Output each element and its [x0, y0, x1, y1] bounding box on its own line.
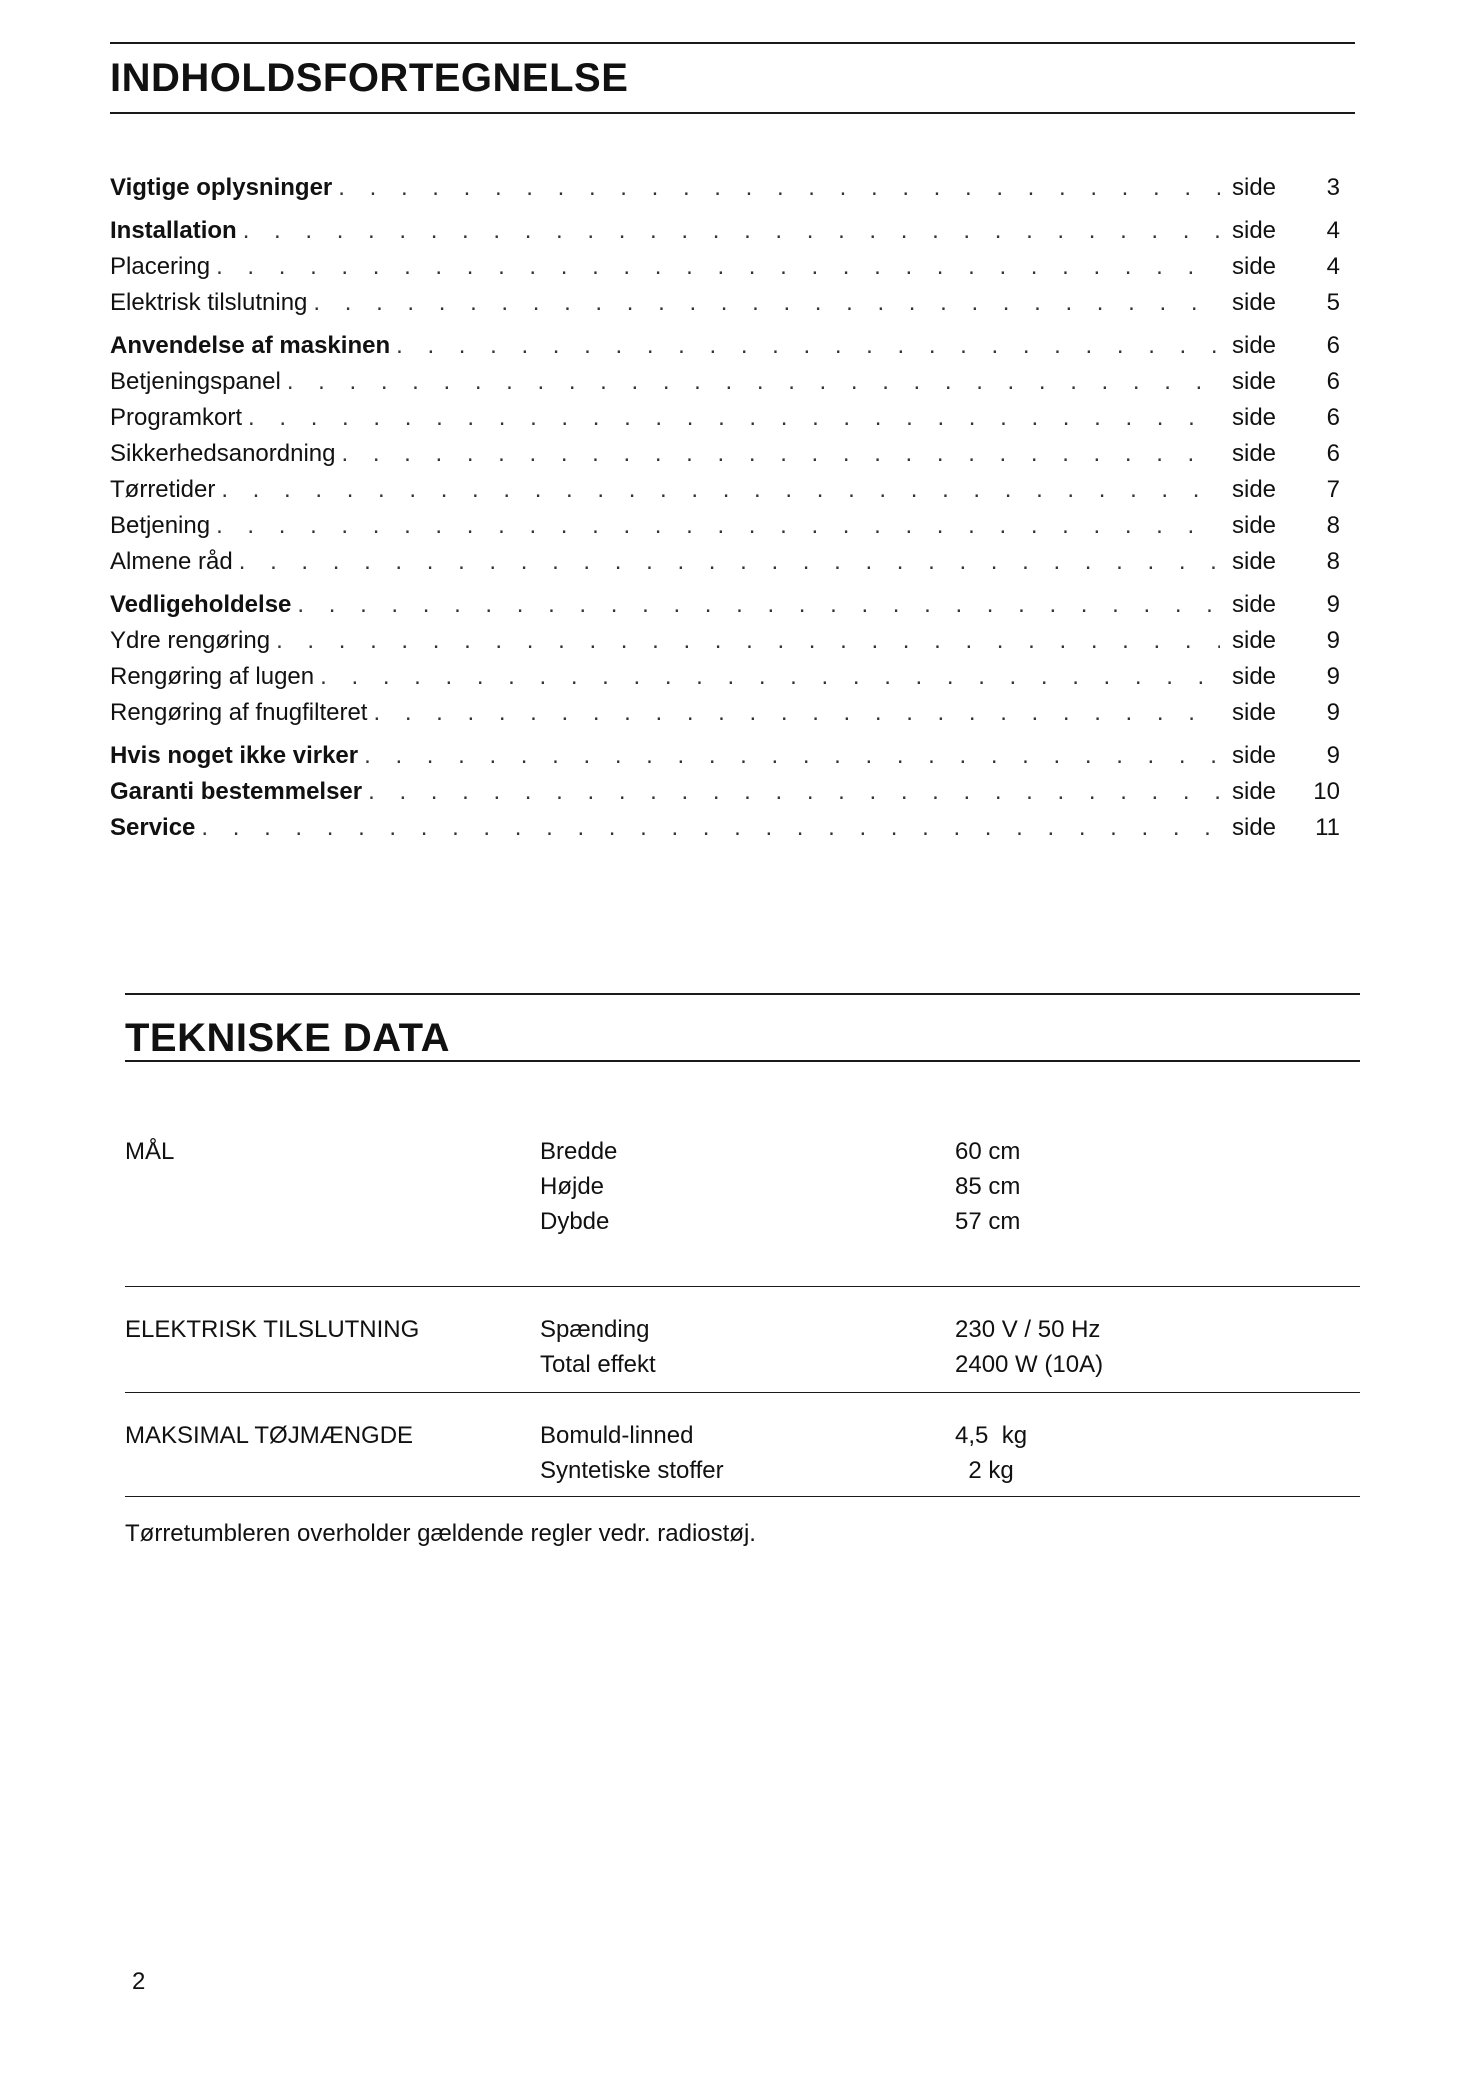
toc-entry-side-label: side: [1232, 404, 1277, 431]
toc-entry-side-label: side: [1232, 742, 1277, 769]
toc-entry-title: Elektrisk tilslutning: [110, 289, 308, 316]
toc-entry-title: Service: [110, 814, 196, 841]
toc-entry-title: Almene råd: [110, 548, 233, 575]
toc-entry-page: 9: [1326, 699, 1340, 726]
toc-entry-title: Vedligeholdelse: [110, 591, 292, 618]
toc-entry-side-label: side: [1232, 368, 1277, 395]
tech-heading: TEKNISKE DATA: [125, 1016, 451, 1060]
toc-entry-side-label: side: [1232, 332, 1277, 359]
spec-row: [125, 1204, 1335, 1239]
toc-entry-title: Anvendelse af maskinen: [110, 332, 391, 359]
spec-value: 57 cm: [955, 1208, 1021, 1235]
toc-entry-page: 6: [1326, 404, 1340, 431]
spec-label: Syntetiske stoffer: [540, 1457, 724, 1484]
toc-dot-leader: [216, 508, 1220, 544]
toc-entry-title: Sikkerhedsanordning: [110, 440, 336, 467]
spec-label: Dybde: [540, 1208, 610, 1235]
spec-category-spacer: [125, 1204, 540, 1239]
toc-entry: [110, 249, 1340, 285]
toc-dot-leader: [364, 738, 1220, 774]
toc-entry-page: 10: [1313, 778, 1340, 805]
toc-dot-leader: [297, 587, 1220, 623]
spec-label: Total effekt: [540, 1351, 656, 1378]
toc-entry: [110, 774, 1340, 810]
toc-entry-page: 9: [1326, 663, 1340, 690]
spec-value: 2400 W (10A): [955, 1351, 1104, 1378]
toc-entry-side-label: side: [1232, 814, 1277, 841]
toc-entry-page: 9: [1326, 742, 1340, 769]
toc-entry: [110, 364, 1340, 400]
toc-entry-page: 4: [1326, 253, 1340, 280]
toc-dot-leader: [221, 472, 1220, 508]
spec-value: 85 cm: [955, 1173, 1021, 1200]
toc-entry-title: Placering: [110, 253, 211, 280]
toc-entry: [110, 810, 1340, 846]
toc-entry: [110, 659, 1340, 695]
toc-entry-title: Vigtige oplysninger: [110, 174, 333, 201]
tech-bottom-rule: [125, 1060, 1360, 1062]
toc-entry-page: 6: [1326, 368, 1340, 395]
toc-entry-side-label: side: [1232, 174, 1277, 201]
toc-entry-title: Rengøring af lugen: [110, 663, 315, 690]
toc-entry-title: Hvis noget ikke virker: [110, 742, 359, 769]
toc-entry-page: 9: [1326, 591, 1340, 618]
toc-entry-side-label: side: [1232, 217, 1277, 244]
spec-row: [125, 1169, 1335, 1204]
toc-entry: [110, 623, 1340, 659]
toc-list: [110, 170, 1340, 846]
toc-entry-side-label: side: [1232, 548, 1277, 575]
toc-entry: [110, 508, 1340, 544]
toc-entry: [110, 436, 1340, 472]
toc-entry-page: 11: [1315, 814, 1340, 841]
toc-entry-title: Ydre rengøring: [110, 627, 271, 654]
toc-entry-side-label: side: [1232, 476, 1277, 503]
toc-entry-title: Installation: [110, 217, 237, 244]
toc-entry-title: Garanti bestemmelser: [110, 778, 363, 805]
toc-dot-leader: [373, 695, 1220, 731]
tech-top-rule: [125, 993, 1360, 995]
spec-row: [125, 1418, 1335, 1453]
spec-category: MÅL: [125, 1138, 175, 1165]
toc-entry-title: Betjeningspanel: [110, 368, 281, 395]
toc-entry-page: 5: [1326, 289, 1340, 316]
toc-entry-side-label: side: [1232, 253, 1277, 280]
spec-label: Bredde: [540, 1138, 618, 1165]
toc-entry: [110, 213, 1340, 249]
toc-entry-title: Betjening: [110, 512, 211, 539]
toc-dot-leader: [216, 249, 1220, 285]
toc-entry-side-label: side: [1232, 289, 1277, 316]
toc-dot-leader: [248, 400, 1220, 436]
toc-entry-page: 9: [1326, 627, 1340, 654]
toc-dot-leader: [243, 213, 1220, 249]
toc-entry: [110, 285, 1340, 321]
toc-dot-leader: [201, 810, 1220, 846]
spec-divider: [125, 1392, 1360, 1393]
toc-dot-leader: [320, 659, 1220, 695]
spec-category: MAKSIMAL TØJMÆNGDE: [125, 1422, 414, 1449]
toc-entry-side-label: side: [1232, 778, 1277, 805]
toc-entry-page: 6: [1326, 440, 1340, 467]
toc-entry-side-label: side: [1232, 627, 1277, 654]
toc-entry-side-label: side: [1232, 663, 1277, 690]
toc-entry-title: Rengøring af fnugfilteret: [110, 699, 368, 726]
spec-row: [125, 1134, 1335, 1169]
toc-bottom-rule: [110, 112, 1355, 114]
spec-row: [125, 1347, 1335, 1382]
toc-entry-page: 6: [1326, 332, 1340, 359]
spec-category-spacer: [125, 1347, 540, 1382]
toc-dot-leader: [313, 285, 1220, 321]
toc-dot-leader: [338, 170, 1220, 206]
toc-top-rule: [110, 42, 1355, 44]
toc-dot-leader: [368, 774, 1220, 810]
spec-row: [125, 1312, 1335, 1347]
spec-section-electrical: [125, 1312, 1335, 1382]
toc-heading: INDHOLDSFORTEGNELSE: [110, 56, 629, 100]
toc-entry-side-label: side: [1232, 591, 1277, 618]
spec-category-spacer: [125, 1453, 540, 1488]
toc-entry-side-label: side: [1232, 512, 1277, 539]
toc-entry-page: 4: [1326, 217, 1340, 244]
spec-section-dimensions: [125, 1134, 1335, 1239]
spec-value: 230 V / 50 Hz: [955, 1316, 1101, 1343]
toc-entry-page: 3: [1326, 174, 1340, 201]
page-number: 2: [132, 1968, 146, 1995]
toc-dot-leader: [396, 328, 1220, 364]
spec-category-spacer: [125, 1169, 540, 1204]
toc-entry: [110, 400, 1340, 436]
toc-entry: [110, 328, 1340, 364]
toc-entry-title: Tørretider: [110, 476, 216, 503]
spec-divider: [125, 1496, 1360, 1497]
toc-entry-title: Programkort: [110, 404, 243, 431]
toc-entry-page: 8: [1326, 548, 1340, 575]
spec-label: Spænding: [540, 1316, 650, 1343]
toc-entry-side-label: side: [1232, 440, 1277, 467]
toc-entry-side-label: side: [1232, 699, 1277, 726]
toc-entry: [110, 472, 1340, 508]
spec-row: [125, 1453, 1335, 1488]
spec-label: Bomuld-linned: [540, 1422, 694, 1449]
toc-dot-leader: [341, 436, 1220, 472]
spec-category: ELEKTRISK TILSLUTNING: [125, 1316, 420, 1343]
spec-label: Højde: [540, 1173, 605, 1200]
toc-dot-leader: [287, 364, 1220, 400]
toc-entry: [110, 695, 1340, 731]
toc-entry-page: 8: [1326, 512, 1340, 539]
spec-value: 2 kg: [955, 1457, 1014, 1484]
spec-value: 60 cm: [955, 1138, 1021, 1165]
spec-section-capacity: [125, 1418, 1335, 1488]
toc-entry-page: 7: [1326, 476, 1340, 503]
toc-dot-leader: [239, 544, 1220, 580]
toc-entry: [110, 738, 1340, 774]
toc-entry: [110, 544, 1340, 580]
radio-interference-note: Tørretumbleren overholder gældende regler vedr. radiostøj.: [125, 1520, 756, 1547]
toc-entry: [110, 170, 1340, 206]
spec-value: 4,5 kg: [955, 1422, 1028, 1449]
toc-dot-leader: [276, 623, 1220, 659]
spec-divider: [125, 1286, 1360, 1287]
toc-entry: [110, 587, 1340, 623]
